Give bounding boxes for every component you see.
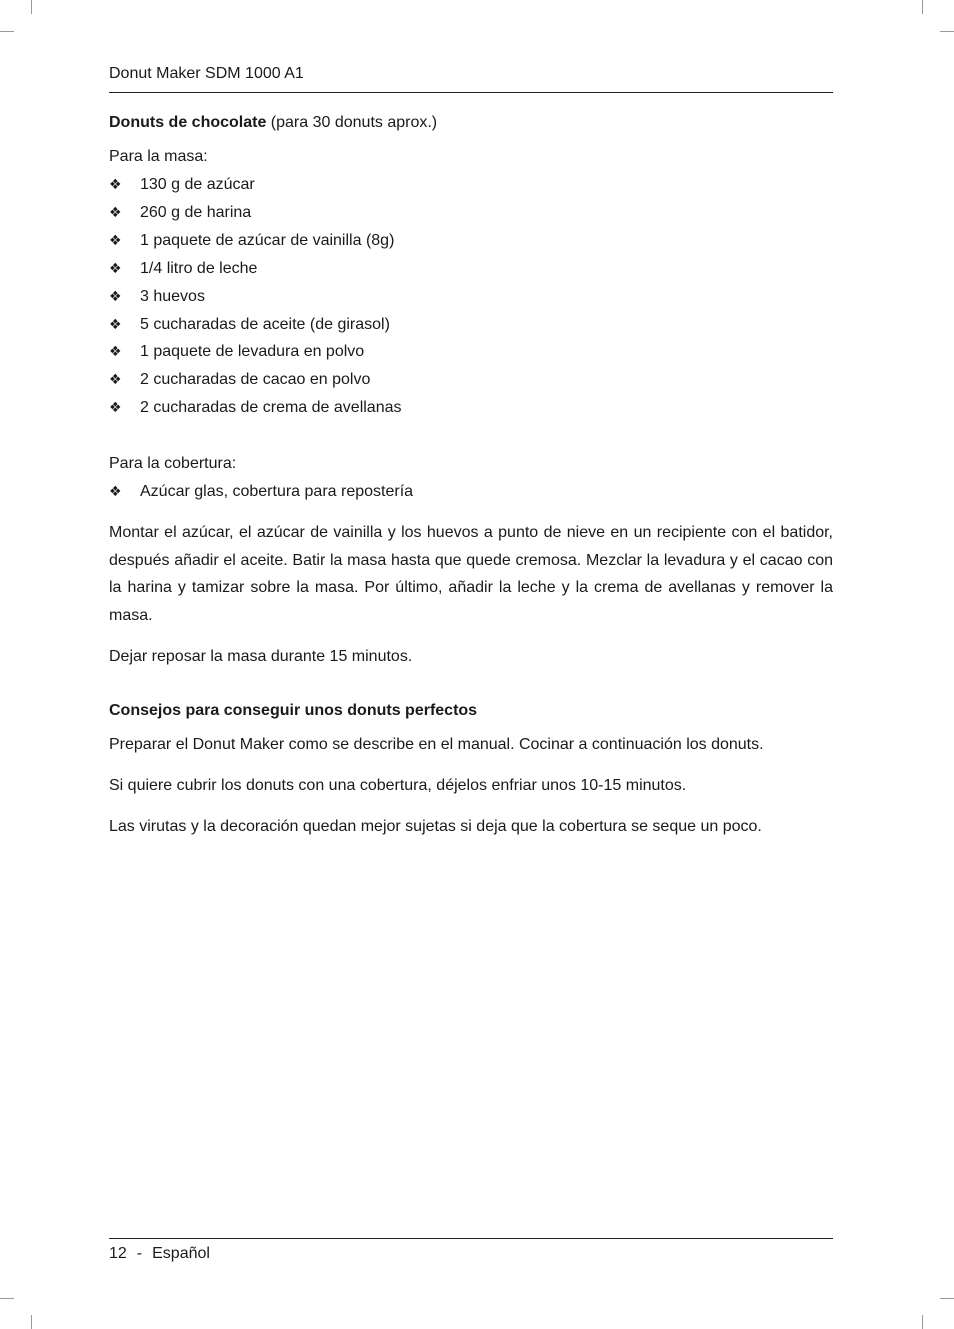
four-diamond-bullet-icon: ❖ xyxy=(109,399,122,416)
ingredient-text: 5 cucharadas de aceite (de girasol) xyxy=(140,315,390,333)
page-content xyxy=(109,109,833,854)
crop-mark-bottom-left xyxy=(31,1315,32,1329)
four-diamond-bullet-icon: ❖ xyxy=(109,343,122,360)
four-diamond-bullet-icon: ❖ xyxy=(109,483,122,500)
crop-mark-bottom-left-h xyxy=(0,1298,14,1299)
rest-note: Dejar reposar la masa durante 15 minutos. xyxy=(109,647,413,665)
tip-paragraph: Si quiere cubrir los donuts con una cobertura, déjelos enfriar unos 10-15 minutos. xyxy=(109,776,687,794)
list-item xyxy=(109,478,833,506)
four-diamond-bullet-icon: ❖ xyxy=(109,287,122,304)
ingredient-text: 2 cucharadas de cacao en polvo xyxy=(140,371,371,389)
crop-mark-bottom-right xyxy=(922,1315,923,1329)
list-item xyxy=(109,311,833,339)
list-item xyxy=(109,255,833,283)
list-item xyxy=(109,199,833,227)
tip-paragraph: Las virutas y la decoración quedan mejor sujetas si deja que la cobertura se seque un poco. xyxy=(109,817,762,835)
header-title: Donut Maker SDM 1000 A1 xyxy=(109,65,304,82)
dough-label: Para la masa: xyxy=(109,148,208,165)
recipe-title-bold: Donuts de chocolate xyxy=(109,114,267,131)
page-number: 12 xyxy=(109,1245,127,1262)
tips-heading: Consejos para conseguir unos donuts perfectos xyxy=(109,701,478,719)
recipe-title xyxy=(109,109,833,137)
instructions-paragraph: Montar el azúcar, el azúcar de vainilla y los huevos a punto de nieve en un recipiente con el batidor, después añadir el aceite. Batir la masa hasta que quede cremosa. Mezclar la levadura y el cacao con la harina y tamizar sobre la masa. Por último, añadir la leche y la crema de avellanas y remover la masa. xyxy=(109,524,833,625)
dough-ingredient-list xyxy=(109,171,833,422)
crop-mark-bottom-right-h xyxy=(940,1298,954,1299)
ingredient-text: 3 huevos xyxy=(140,287,205,305)
spacer xyxy=(109,422,833,450)
recipe-title-note: (para 30 donuts aprox.) xyxy=(266,114,438,131)
list-item xyxy=(109,366,833,394)
page-header xyxy=(109,62,833,93)
ingredient-text: 1 paquete de levadura en polvo xyxy=(140,343,365,361)
list-item xyxy=(109,283,833,311)
four-diamond-bullet-icon: ❖ xyxy=(109,259,122,276)
crop-mark-top-right-h xyxy=(940,31,954,32)
footer-language: Español xyxy=(152,1245,210,1262)
four-diamond-bullet-icon: ❖ xyxy=(109,231,122,248)
four-diamond-bullet-icon: ❖ xyxy=(109,371,122,388)
ingredient-text: 130 g de azúcar xyxy=(140,176,255,193)
topping-ingredient-list xyxy=(109,478,833,506)
page-footer xyxy=(109,1238,833,1269)
crop-mark-top-right xyxy=(922,0,923,14)
ingredient-text: 1 paquete de azúcar de vainilla (8g) xyxy=(140,231,395,249)
tips-section xyxy=(109,731,833,841)
tip-paragraph: Preparar el Donut Maker como se describe en el manual. Cocinar a continuación los donuts. xyxy=(109,735,764,753)
four-diamond-bullet-icon: ❖ xyxy=(109,176,122,192)
list-item xyxy=(109,338,833,366)
four-diamond-bullet-icon: ❖ xyxy=(109,203,122,220)
list-item xyxy=(109,171,833,199)
ingredient-text: 2 cucharadas de crema de avellanas xyxy=(140,399,402,417)
list-item xyxy=(109,227,833,255)
crop-mark-top-left-h xyxy=(0,31,14,32)
topping-label: Para la cobertura: xyxy=(109,455,237,473)
ingredient-text: 1/4 litro de leche xyxy=(140,259,258,277)
footer-separator: - xyxy=(136,1245,143,1262)
ingredient-text: Azúcar glas, cobertura para repostería xyxy=(140,483,414,501)
list-item xyxy=(109,394,833,422)
crop-mark-top-left xyxy=(31,0,32,14)
ingredient-text: 260 g de harina xyxy=(140,203,252,221)
four-diamond-bullet-icon: ❖ xyxy=(109,315,122,332)
